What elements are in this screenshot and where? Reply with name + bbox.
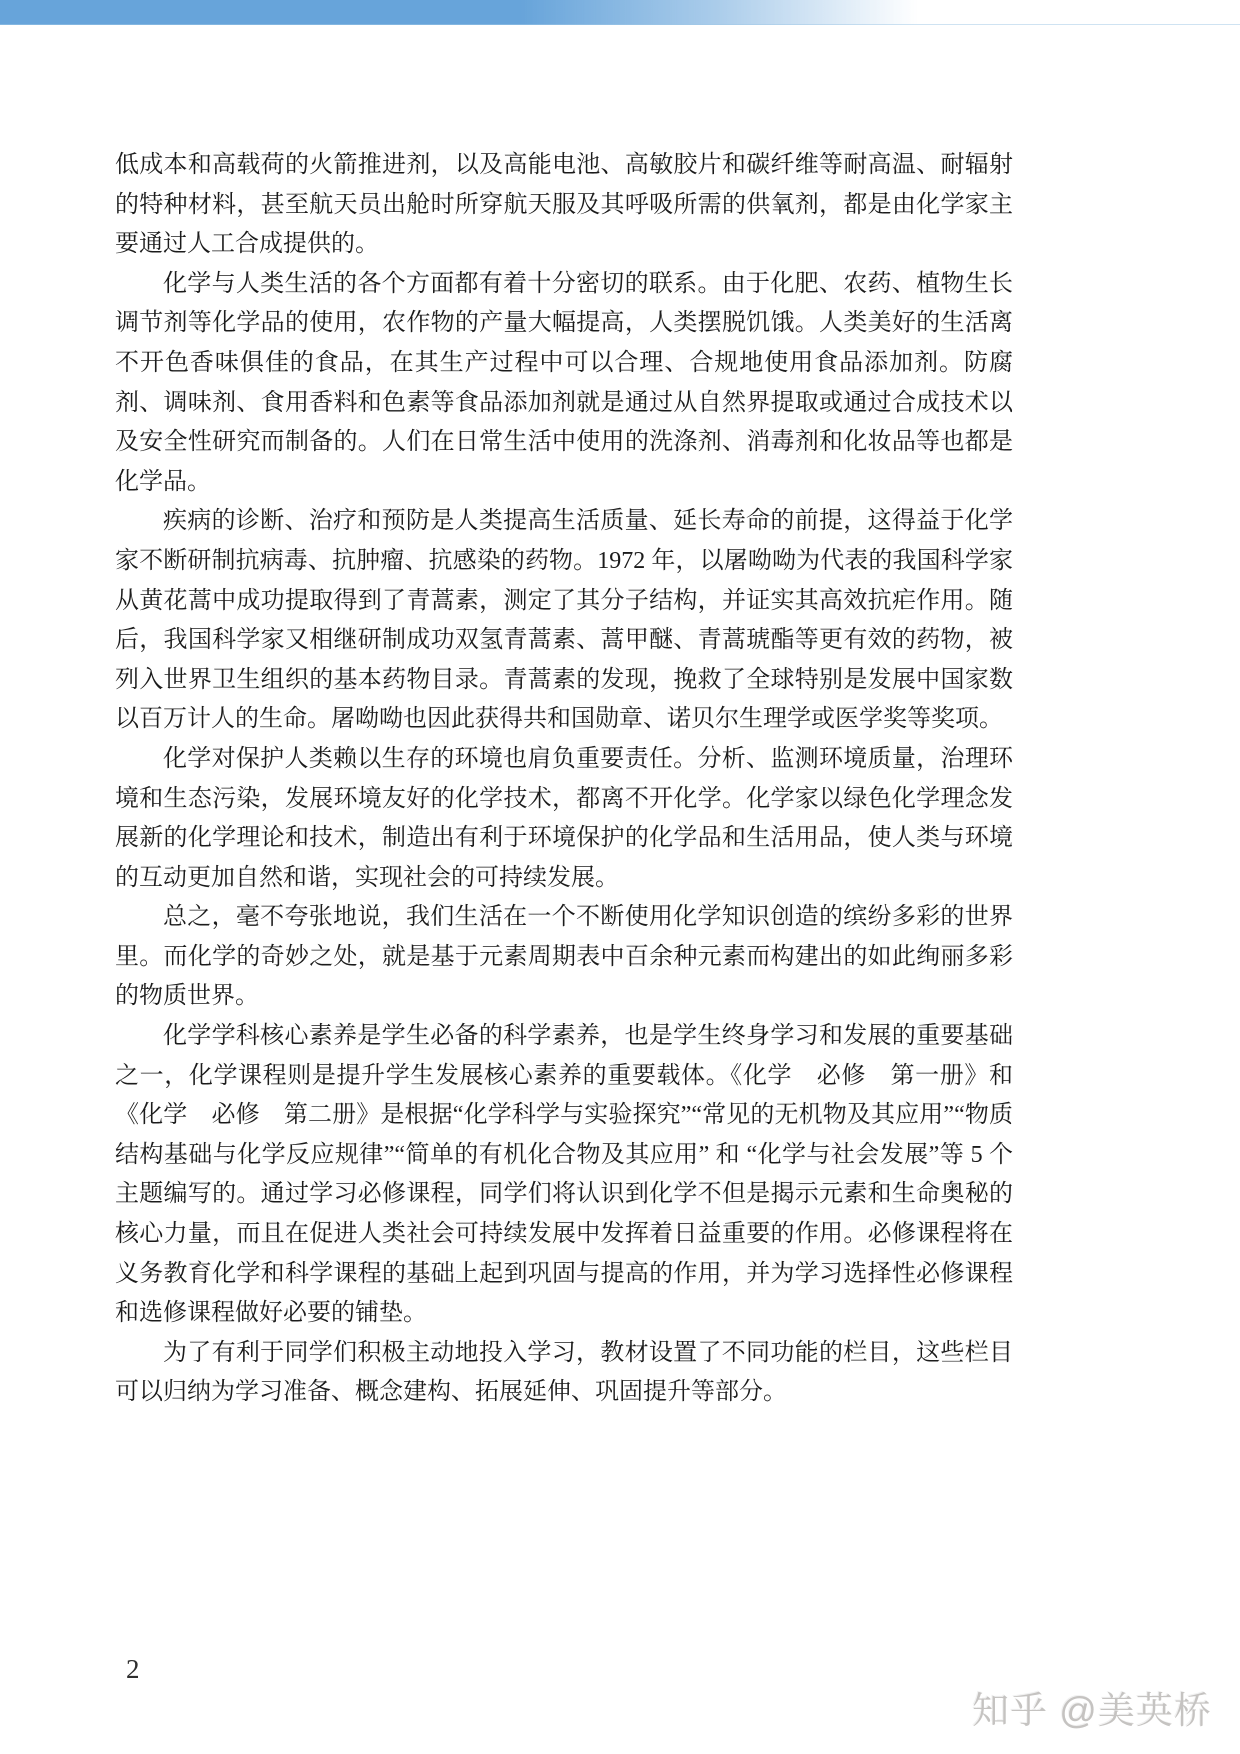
paragraph-continuation: 低成本和高载荷的火箭推进剂，以及高能电池、高敏胶片和碳纤维等耐高温、耐辐射的特种材料，甚至航天员出舱时所穿航天服及其呼吸所需的供氧剂，都是由化学家主要通过人工合成提供的。 bbox=[115, 152, 1013, 258]
top-banner-bar bbox=[0, 0, 1240, 25]
page-body-text bbox=[115, 146, 1013, 1413]
paragraph-medicine-qinghaosu: 疾病的诊断、治疗和预防是人类提高生活质量、延长寿命的前提，这得益于化学家不断研制抗病毒、抗肿瘤、抗感染的药物。1972 年，以屠呦呦为代表的我国科学家从黄花蒿中成功提取得到了青蒿素，测定了其分子结构，并证实其高效抗疟作用。随后，我国科学家又相继研制成功双氢青蒿素、蒿甲醚、青蒿琥酯等更有效的药物，被列入世界卫生组织的基本药物目录。青蒿素的发现，挽救了全球特别是发展中国家数以百万计人的生命。屠呦呦也因此获得共和国勋章、诺贝尔生理学或医学奖等奖项。 bbox=[115, 508, 1013, 733]
paragraph-environment: 化学对保护人类赖以生存的环境也肩负重要责任。分析、监测环境质量，治理环境和生态污染，发展环境友好的化学技术，都离不开化学。化学家以绿色化学理念发展新的化学理论和技术，制造出有利于环境保护的化学品和生活用品，使人类与环境的互动更加自然和谐，实现社会的可持续发展。 bbox=[115, 745, 1013, 891]
paragraph-textbook-columns: 为了有利于同学们积极主动地投入学习，教材设置了不同功能的栏目，这些栏目可以归纳为学习准备、概念建构、拓展延伸、巩固提升等部分。 bbox=[115, 1339, 1013, 1406]
paragraph-core-literacy-curriculum: 化学学科核心素养是学生必备的科学素养，也是学生终身学习和发展的重要基础之一，化学课程则是提升学生发展核心素养的重要载体。《化学 必修 第一册》和《化学 必修 第二册》是根据“化学科学与实验探究”“常见的无机物及其应用”“物质结构基础与化学反应规律”“简单的有机化合物及其应用” 和 “化学与社会发展”等 5 个主题编写的。通过学习必修课程，同学们将认识到化学不但是揭示元素和生命奥秘的核心力量，而且在促进人类社会可持续发展中发挥着日益重要的作用。必修课程将在义务教育化学和科学课程的基础上起到巩固与提高的作用，并为学习选择性必修课程和选修课程做好必要的铺垫。 bbox=[115, 1023, 1013, 1327]
watermark: 知乎 @美英桥 bbox=[972, 1690, 1212, 1731]
paragraph-summary-world: 总之，毫不夸张地说，我们生活在一个不断使用化学知识创造的缤纷多彩的世界里。而化学的奇妙之处，就是基于元素周期表中百余种元素而构建出的如此绚丽多彩的物质世界。 bbox=[115, 904, 1013, 1010]
paragraph-daily-life: 化学与人类生活的各个方面都有着十分密切的联系。由于化肥、农药、植物生长调节剂等化学品的使用，农作物的产量大幅提高，人类摆脱饥饿。人类美好的生活离不开色香味俱佳的食品，在其生产过程中可以合理、合规地使用食品添加剂。防腐剂、调味剂、食用香料和色素等食品添加剂就是通过从自然界提取或通过合成技术以及安全性研究而制备的。人们在日常生活中使用的洗涤剂、消毒剂和化妆品等也都是化学品。 bbox=[115, 270, 1013, 495]
page-number: 2 bbox=[126, 1654, 140, 1684]
